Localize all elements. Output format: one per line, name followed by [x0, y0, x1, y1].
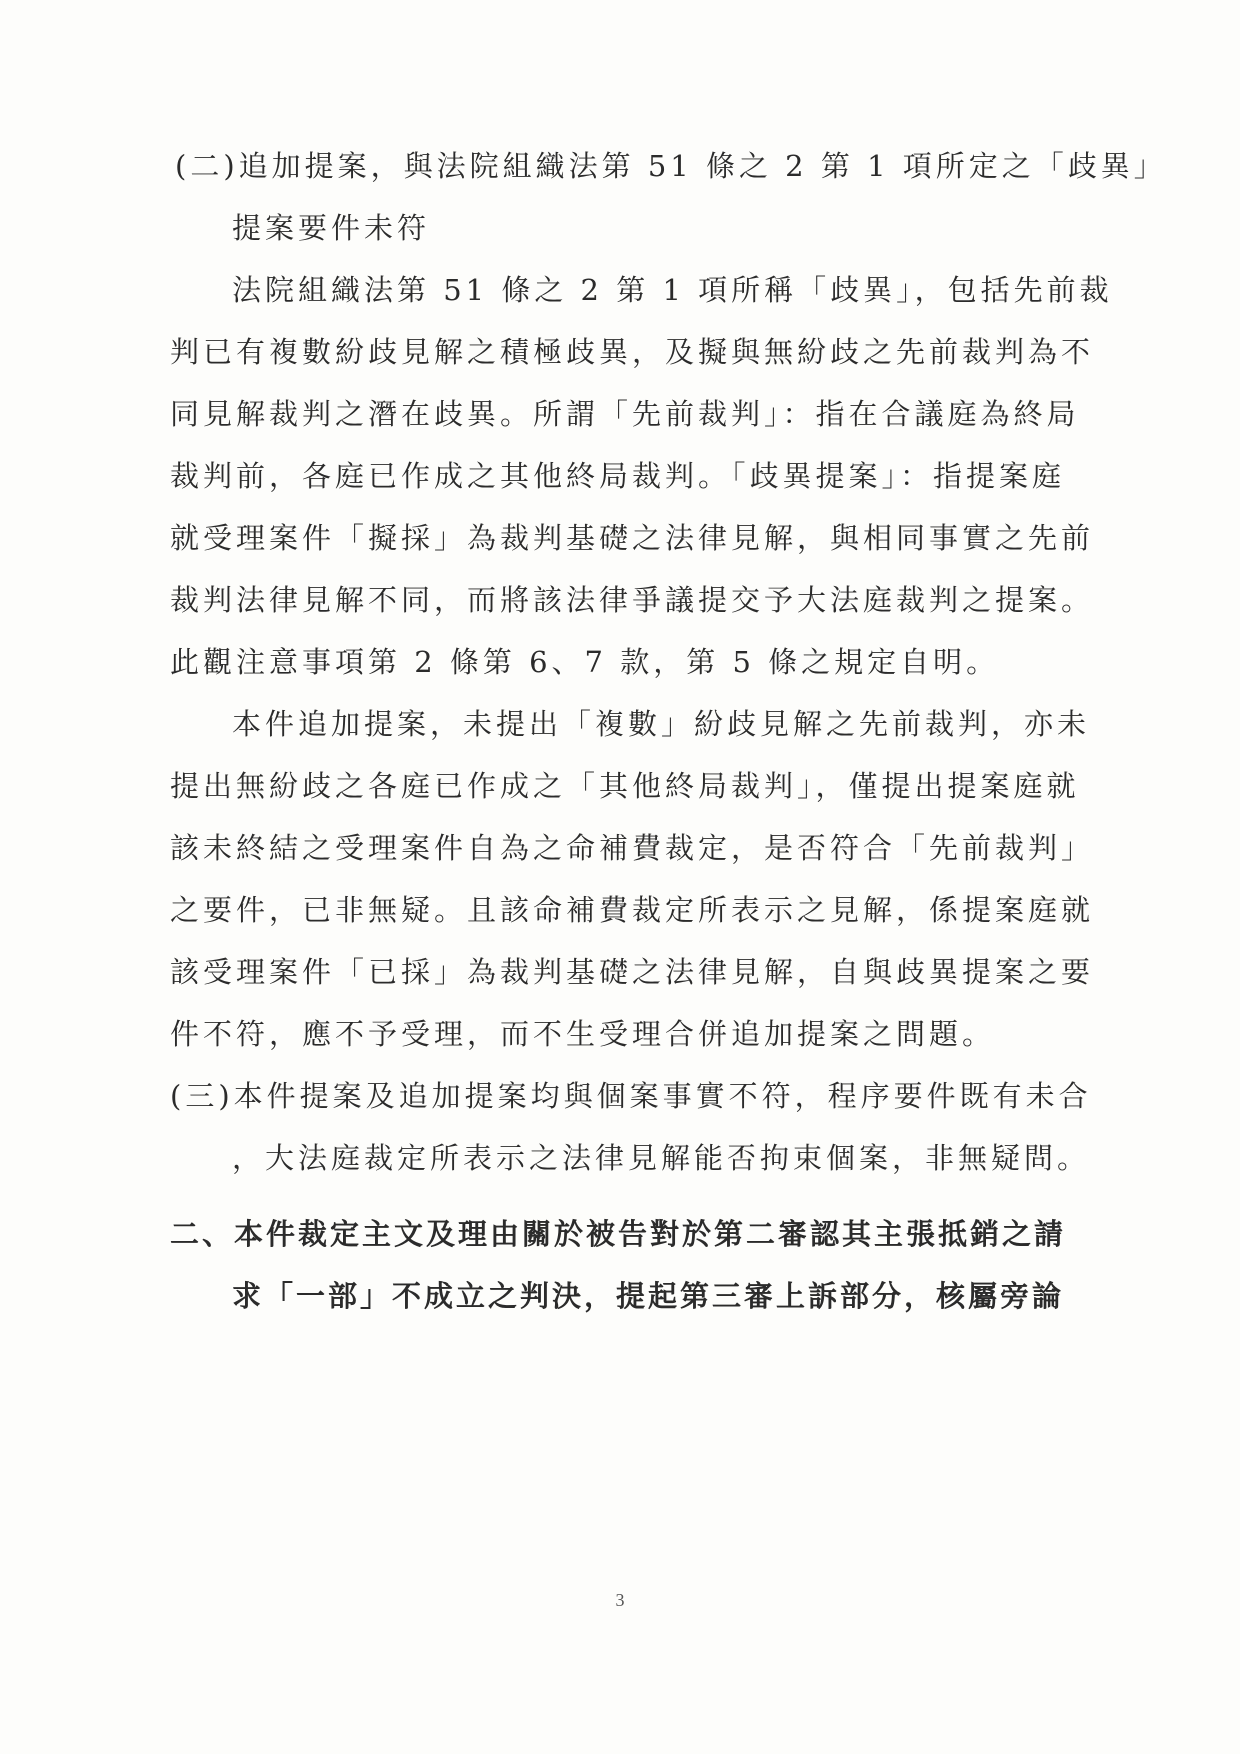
paragraph-2-line-1: 本件追加提案，未提出「複數」紛歧見解之先前裁判，亦未 — [232, 707, 1091, 741]
section-2-heading-line-1: (二)追加提案，與法院組織法第 51 條之 2 第 1 項所定之「歧異」 — [175, 149, 1167, 183]
paragraph-1-line-5: 就受理案件「擬採」為裁判基礎之法律見解，與相同事實之先前 — [170, 521, 1095, 555]
paragraph-1-line-3: 同見解裁判之潛在歧異。所謂「先前裁判」：指在合議庭為終局 — [170, 397, 1080, 431]
section-3-heading-line-1: (三)本件提案及追加提案均與個案事實不符，程序要件既有未合 — [170, 1079, 1092, 1113]
paragraph-1-line-7: 此觀注意事項第 2 條第 6、7 款，第 5 條之規定自明。 — [170, 645, 1000, 679]
paragraph-1-line-6: 裁判法律見解不同，而將該法律爭議提交予大法庭裁判之提案。 — [170, 583, 1095, 617]
paragraph-2-line-2: 提出無紛歧之各庭已作成之「其他終局裁判」，僅提出提案庭就 — [170, 769, 1080, 803]
paragraph-2-line-3: 該未終結之受理案件自為之命補費裁定，是否符合「先前裁判」 — [170, 831, 1095, 865]
paragraph-2-line-6: 件不符，應不予受理，而不生受理合併追加提案之問題。 — [170, 1017, 996, 1051]
section-3-heading-line-2: ，大法庭裁定所表示之法律見解能否拘束個案，非無疑問。 — [232, 1141, 1091, 1175]
part-2-heading-line-2: 求「一部」不成立之判決，提起第三審上訴部分，核屬旁論 — [232, 1279, 1065, 1313]
paragraph-1-line-1: 法院組織法第 51 條之 2 第 1 項所稱「歧異」，包括先前裁 — [232, 273, 1113, 307]
section-2-heading-line-2: 提案要件未符 — [232, 211, 431, 245]
paragraph-1-line-4: 裁判前，各庭已作成之其他終局裁判。「歧異提案」：指提案庭 — [170, 459, 1066, 493]
paragraph-1-line-2: 判已有複數紛歧見解之積極歧異，及擬與無紛歧之先前裁判為不 — [170, 335, 1095, 369]
paragraph-2-line-5: 該受理案件「已採」為裁判基礎之法律見解，自與歧異提案之要 — [170, 955, 1095, 989]
part-2-heading-line-1: 二、本件裁定主文及理由關於被告對於第二審認其主張抵銷之請 — [170, 1217, 1067, 1251]
paragraph-2-line-4: 之要件，已非無疑。且該命補費裁定所表示之見解，係提案庭就 — [170, 893, 1095, 927]
page-number: 3 — [615, 1590, 625, 1610]
